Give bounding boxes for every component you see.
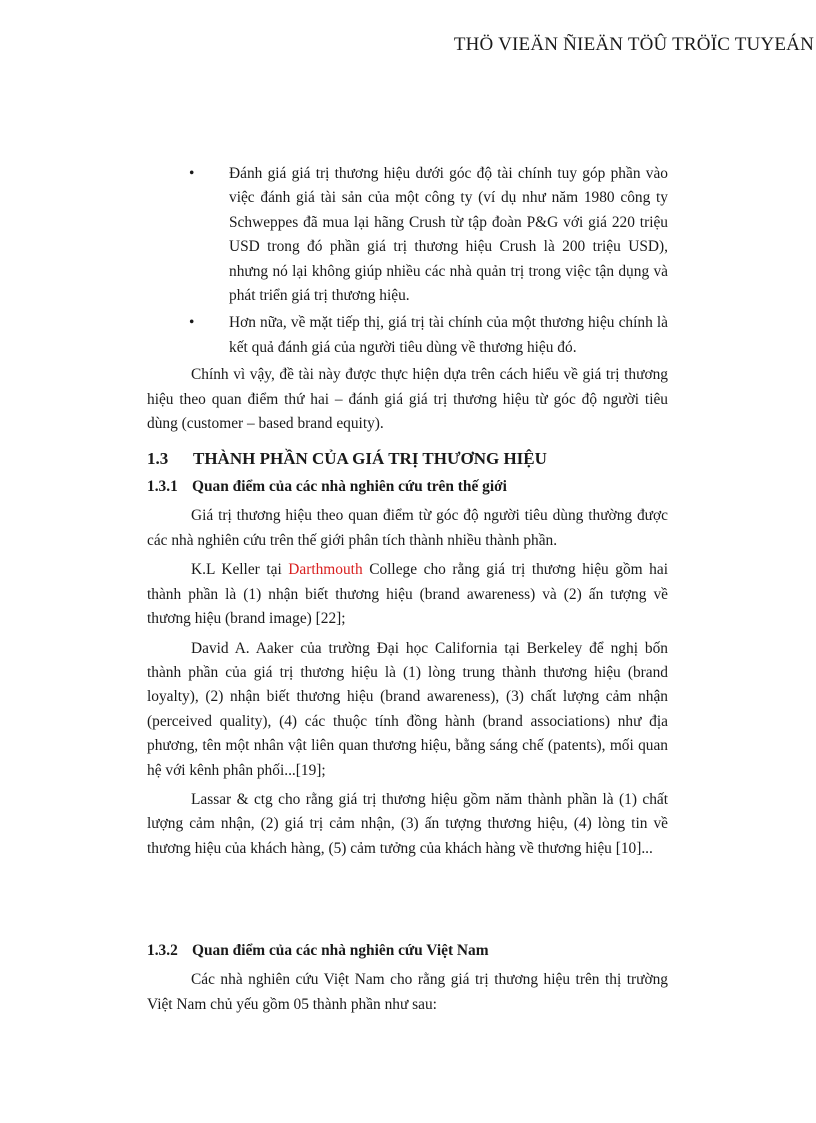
subsection-title: Quan điểm của các nhà nghiên cứu trên thế giới bbox=[192, 478, 507, 496]
paragraph-overview: Giá trị thương hiệu theo quan điểm từ góc độ người tiêu dùng thường được các nhà nghiên cứu trên thế giới phân tích thành nhiều thành phần. bbox=[147, 507, 668, 549]
section-title: THÀNH PHẦN CỦA GIÁ TRỊ THƯƠNG HIỆU bbox=[193, 449, 547, 469]
bullet-icon: • bbox=[189, 165, 195, 182]
section-number: 1.3 bbox=[147, 449, 169, 469]
paragraph-vietnam: Các nhà nghiên cứu Việt Nam cho rằng giá trị thương hiệu trên thị trường Việt Nam chủ yếu gồm 05 thành phần như sau: bbox=[147, 971, 668, 1013]
site-header-title: THÖ VIEÄN ÑIEÄN TÖÛ TRÖÏC TUYEÁN bbox=[453, 34, 814, 55]
document-body bbox=[147, 162, 668, 1022]
bullet-item bbox=[147, 162, 668, 308]
bullet-text: Đánh giá giá trị thương hiệu dưới góc độ tài chính tuy góp phần vào việc đánh giá tài sản của một công ty (ví dụ như năm 1980 công ty Schweppes đã mua lại hãng Crush từ tập đoàn P&G với giá 220 triệu USD trong đó phần giá trị thương hiệu Crush là 200 triệu USD), nhưng nó lại không giúp nhiều các nhà quản trị trong việc tận dụng và phát triển giá trị thương hiệu. bbox=[229, 165, 668, 305]
bullet-text: Hơn nữa, về mặt tiếp thị, giá trị tài chính của một thương hiệu chính là kết quả đánh giá của người tiêu dùng về thương hiệu đó. bbox=[229, 314, 668, 356]
blank-space bbox=[147, 866, 668, 938]
subsection-number: 1.3.2 bbox=[147, 942, 178, 960]
intro-paragraph: Chính vì vậy, đề tài này được thực hiện dựa trên cách hiểu về giá trị thương hiệu theo quan điểm thứ hai – đánh giá giá trị thương hiệu từ góc độ người tiêu dùng (customer – based brand equity). bbox=[147, 366, 668, 433]
bullet-icon: • bbox=[189, 314, 195, 332]
paragraph-aaker: David A. Aaker của trường Đại học California tại Berkeley để nghị bốn thành phần của giá trị thương hiệu là (1) lòng trung thành thương hiệu (brand loyalty), (2) nhận biết thương hiệu (brand awareness), (3) chất lượng cảm nhận (perceived quality), (4) các thuộc tính đồng hành (brand associations) như địa phương, tên một nhân vật liên quan thương hiệu, bằng sáng chế (patents), mối quan hệ với kênh phân phối...[19]; bbox=[147, 639, 668, 779]
bullet-item bbox=[147, 311, 668, 360]
subsection-title: Quan điểm của các nhà nghiên cứu Việt Nam bbox=[192, 942, 489, 960]
paragraph-lassar: Lassar & ctg cho rằng giá trị thương hiệu gồm năm thành phần là (1) chất lượng cảm nhận, (2) giá trị cảm nhận, (3) ấn tượng thương hiệu, (4) lòng tin về thương hiệu của khách hàng, (5) cảm tưởng của khách hàng về thương hiệu [10]... bbox=[147, 790, 668, 857]
darthmouth-link[interactable]: Darthmouth bbox=[288, 561, 363, 579]
subsection-number: 1.3.1 bbox=[147, 478, 178, 496]
section-heading-1-3 bbox=[147, 447, 668, 471]
subsection-heading-1-3-1 bbox=[147, 475, 668, 499]
subsection-heading-1-3-2 bbox=[147, 939, 668, 963]
paragraph-keller: K.L Keller tại Darthmouth College cho rằng giá trị thương hiệu gồm hai thành phần là (1) nhận biết thương hiệu (brand awareness) và (2) ấn tượng về thương hiệu (brand image) [22]; bbox=[147, 561, 668, 628]
